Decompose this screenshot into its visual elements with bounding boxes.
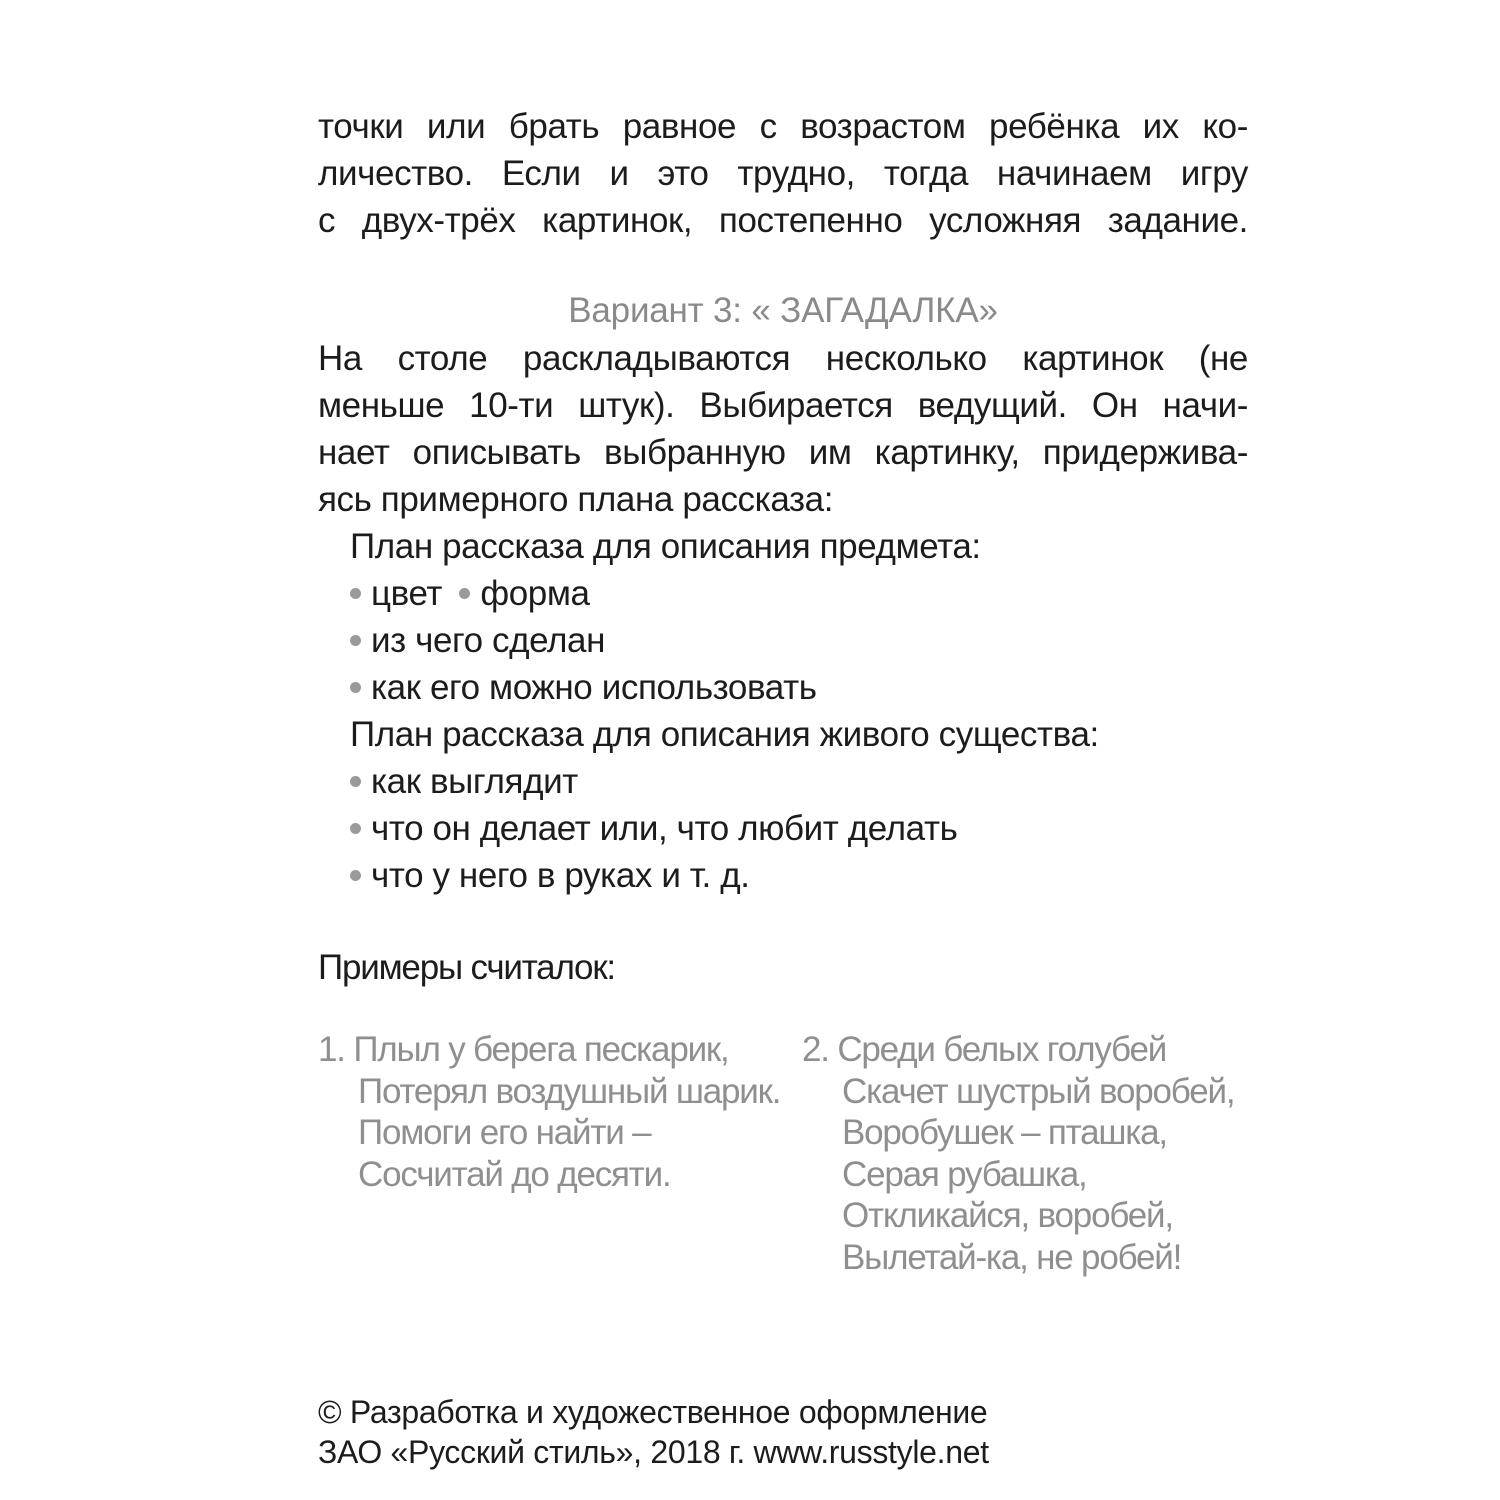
copyright-footer [318, 1392, 989, 1472]
bullet-icon [459, 588, 470, 599]
poem-line: Сосчитай до десяти. [358, 1154, 671, 1194]
intro-paragraph [318, 103, 1248, 244]
poem-line: Скачет шустрый воробей, [842, 1071, 1235, 1111]
list-item-text: цвет [371, 574, 442, 613]
list-item [318, 570, 1248, 617]
intro-line: личество. Если и это трудно, тогда начинаем игру [318, 154, 1248, 193]
counting-rhyme-1 [318, 1029, 780, 1195]
bullet-icon [350, 870, 361, 881]
list-item [318, 852, 1248, 899]
poem-line: Помоги его найти – [358, 1113, 651, 1152]
list-item-text: форма [480, 574, 590, 613]
variant-title: Вариант 3: « ЗАГАДАЛКА» [568, 291, 998, 330]
variant-paragraph [318, 335, 1248, 899]
examples-title: Примеры считалок: [318, 948, 615, 987]
list-item [318, 617, 1248, 664]
intro-line: с двух-трёх картинок, постепенно усложняя задание. [318, 201, 1248, 240]
plan-object-title: План рассказа для описания предмета: [350, 527, 981, 566]
poem-line: Откликайся, воробей, [842, 1196, 1173, 1235]
list-item-text: как выглядит [371, 762, 578, 801]
list-item-text: что он делает или, что любит делать [371, 809, 958, 848]
bullet-icon [350, 682, 361, 693]
variant-line: нает описывать выбранную им картинку, придержива- [318, 433, 1248, 472]
list-item [318, 758, 1248, 805]
variant-line: ясь примерного плана рассказа: [318, 480, 834, 519]
publisher-line: ЗАО «Русский стиль», 2018 г. www.russtyle.net [318, 1434, 989, 1470]
bullet-icon [350, 635, 361, 646]
list-item-text: из чего сделан [371, 621, 606, 660]
list-item [318, 664, 1248, 711]
poem-line: 2. Среди белых голубей [802, 1030, 1167, 1069]
copyright-line: © Разработка и художественное оформление [318, 1394, 988, 1430]
plan-living-title: План рассказа для описания живого существа: [350, 715, 1099, 754]
counting-rhyme-2 [802, 1029, 1234, 1278]
poem-line: Воробушек – пташка, [842, 1113, 1167, 1152]
list-item-text: что у него в руках и т. д. [371, 856, 750, 895]
poem-line: Потерял воздушный шарик. [358, 1071, 781, 1111]
variant-line: меньше 10-ти штук). Выбирается ведущий. Он начи- [318, 386, 1248, 425]
poem-line: 1. Плыл у берега пескарик, [318, 1030, 729, 1069]
intro-line: точки или брать равное с возрастом ребёнка их ко- [318, 107, 1248, 146]
bullet-icon [350, 776, 361, 787]
bullet-icon [350, 588, 361, 599]
list-item-text: как его можно использовать [371, 668, 817, 707]
poem-line: Вылетай-ка, не робей! [842, 1237, 1182, 1277]
bullet-icon [350, 823, 361, 834]
variant-line: На столе раскладываются несколько картинок (не [318, 339, 1248, 378]
poem-line: Серая рубашка, [842, 1154, 1087, 1194]
list-item [318, 805, 1248, 852]
